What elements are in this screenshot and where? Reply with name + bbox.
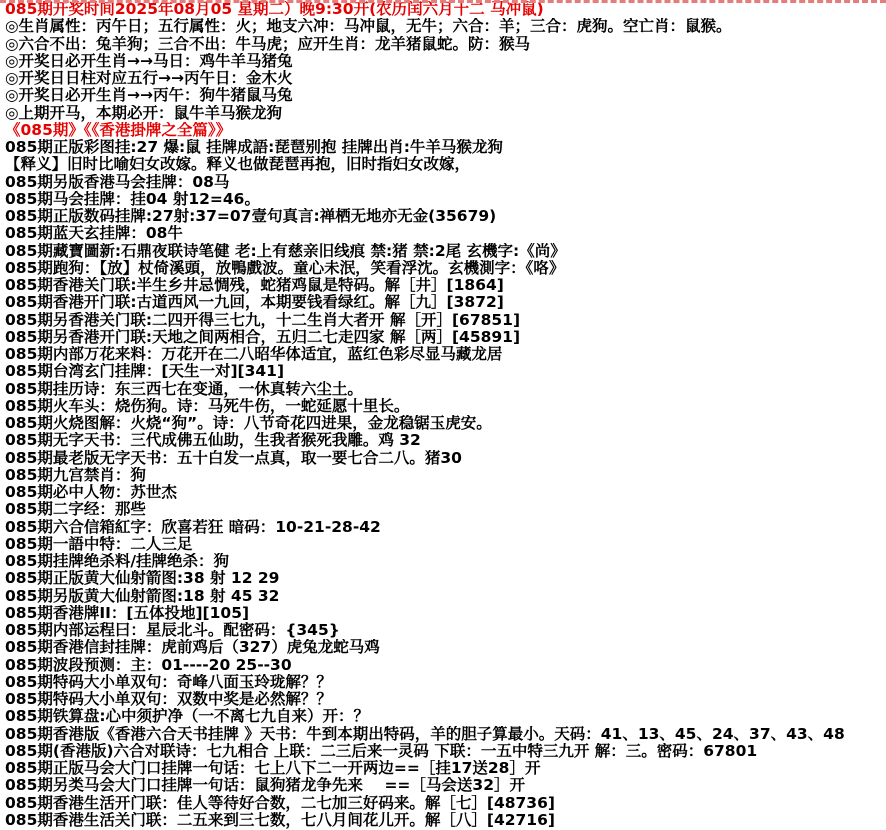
text-line: 085期跑狗：【放】杖倚溪頭，放鴨戲波。童心未泯，笑看浮沈。玄機測字：《咯》 [5,259,565,277]
text-line: 085期香港信封挂牌：虎前鸡后（327）虎兔龙蛇马鸡 [5,639,380,657]
text-line: ◎开奖日日柱对应五行→→丙午日：金木火 [5,70,293,87]
text-line: 085期正版彩图挂:27 爆:鼠 挂牌成語:琵琶别抱 挂牌出肖:牛羊马猴龙狗 [5,139,503,156]
top-dashed-divider [0,0,886,3]
text-line: 085期正版马会大门口挂牌一句话：七上八下二一开两边==［挂17送28］开 [5,760,541,777]
text-line: ◎上期开马，本期必开：鼠牛羊马猴龙狗 [5,104,283,122]
text-line: 085期另类马会大门口挂牌一句话：鼠狗猪龙争先来 ==［马会送32］开 [5,777,525,795]
text-line: 085期挂历诗：东三西七在变通，一休真转六尘土。 [5,380,363,398]
text-line: 085期藏寶圖新:石鼎夜联诗笔健 老:上有慈亲旧线痕 禁:猪 禁:2尾 玄機字:《尚》 [5,242,566,260]
text-line: 085期九宫禁肖：狗 [5,466,146,484]
text-line: 085期无字天书：三代成佛五仙助，生我者猴死我雕。鸡 32 [5,432,421,450]
text-line: 085期铁算盘:心中须护净（一不离七九自来）开：？ [5,708,370,726]
text-line: 085期火烧图解：火烧“狗”。诗：八节奇花四进果，金龙稳锯玉虎安。 [5,415,492,432]
text-line: 085期一語中特：二人三足 [5,535,193,553]
text-line: 【释义】旧时比喻妇女改嫁。释义也做琵琶再抱，旧时指妇女改嫁， [5,156,471,174]
text-line: 085期特码大小单双句：奇峰八面玉玲珑解？？ [5,673,332,691]
text-line: 《085期》《《香港掛牌之全篇》》 [5,121,232,139]
text-line: 085期香港版《香港六合天书挂牌 》天书：牛到本期出特码，羊的胆子算最小。天码：41、13、45、24、37、43、48 [5,725,845,743]
text-line: 085期另香港开门联:天地之间两相合，五归二七走四家 解［两］[45891] [5,328,521,346]
text-line: 085期内部万花来料：万花开在二八昭华体适宜，蓝红色彩尽显马藏龙居 [5,346,503,363]
text-line: 085期二字经：那些 [5,501,146,519]
text-line: 085期开奖时间2025年08月05 星期二）晚9:30开(农历闰六月十二 马冲鼠) [5,1,544,18]
text-line: 085期特码大小单双句：双数中奖是必然解？？ [5,691,332,708]
text-line: 085期火车头：烧伤狗。诗：马死牛伤，一蛇延愿十里长。 [5,397,410,415]
text-line: ◎开奖日必开生肖→→马日：鸡牛羊马猪兔 [5,52,293,70]
text-line: 085期另版黄大仙射箭图:18 射 45 32 [5,587,280,605]
text-line: 085期香港生活开门联：佳人等待好合数，二七加三好码来。解［七］[48736] [5,794,555,812]
text-line: 085期六合信箱紅字：欣喜若狂 暗码：10-21-28-42 [5,518,381,536]
text-line: ◎开奖日必开生肖→→丙午：狗牛猪鼠马兔 [5,87,293,105]
text-line: 085期另版香港马会挂牌：08马 [5,173,230,191]
text-line: 085期马会挂牌：挂04 射12=46。 [5,190,260,208]
text-line: 085期内部运程曰：星辰北斗。配密码：{345} [5,622,340,639]
text-line: 085期台湾玄门挂牌：[天生一对][341] [5,363,285,381]
text-line: 085期香港牌II：[五体投地][105] [5,604,250,622]
text-line: 085期挂牌绝杀料/挂牌绝杀：狗 [5,553,230,570]
text-line: 085期另香港关门联:二四开得三七九，十二生肖大者开 解［开］[67851] [5,311,521,329]
text-line: ◎六合不出：兔羊狗；三合不出：牛马虎；应开生肖：龙羊猪鼠蛇。防：猴马 [5,35,531,53]
text-line: 085期香港开门联:古道西风一九回，本期要钱看绿红。解［九］[3872] [5,294,504,312]
text-line: 085期蓝天玄挂牌：08牛 [5,225,183,243]
text-line: 085期波段预测：主：01----20 25--30 [5,656,292,674]
text-line: 085期最老版无字天书：五十白发一点真，取一要七合二八。猪30 [5,449,462,467]
text-line: 085期正版数码挂牌:27射:37=07壹句真言:禅栖无地亦无金(35679) [5,208,497,225]
text-line: ◎生肖属性：丙午日；五行属性：火；地支六冲：马冲鼠，无牛；六合：羊；三合：虎狗。空亡肖：鼠猴。 [5,18,732,36]
text-line: 085期香港关门联:半生乡井忌惆残，蛇猪鸡鼠是特码。解［井］[1864] [5,277,504,294]
text-line: 085期必中人物：苏世杰 [5,484,177,501]
text-line: 085期正版黄大仙射箭图:38 射 12 29 [5,570,280,588]
text-line: 085期香港生活关门联：二五来到三七数，七八月间花儿开。解［八］[42716] [5,811,555,829]
text-line: 085期(香港版)六合对联诗：七九相合 上联：二三后来一灵码 下联：一五中特三九开 解：三。密码：67801 [5,742,758,760]
